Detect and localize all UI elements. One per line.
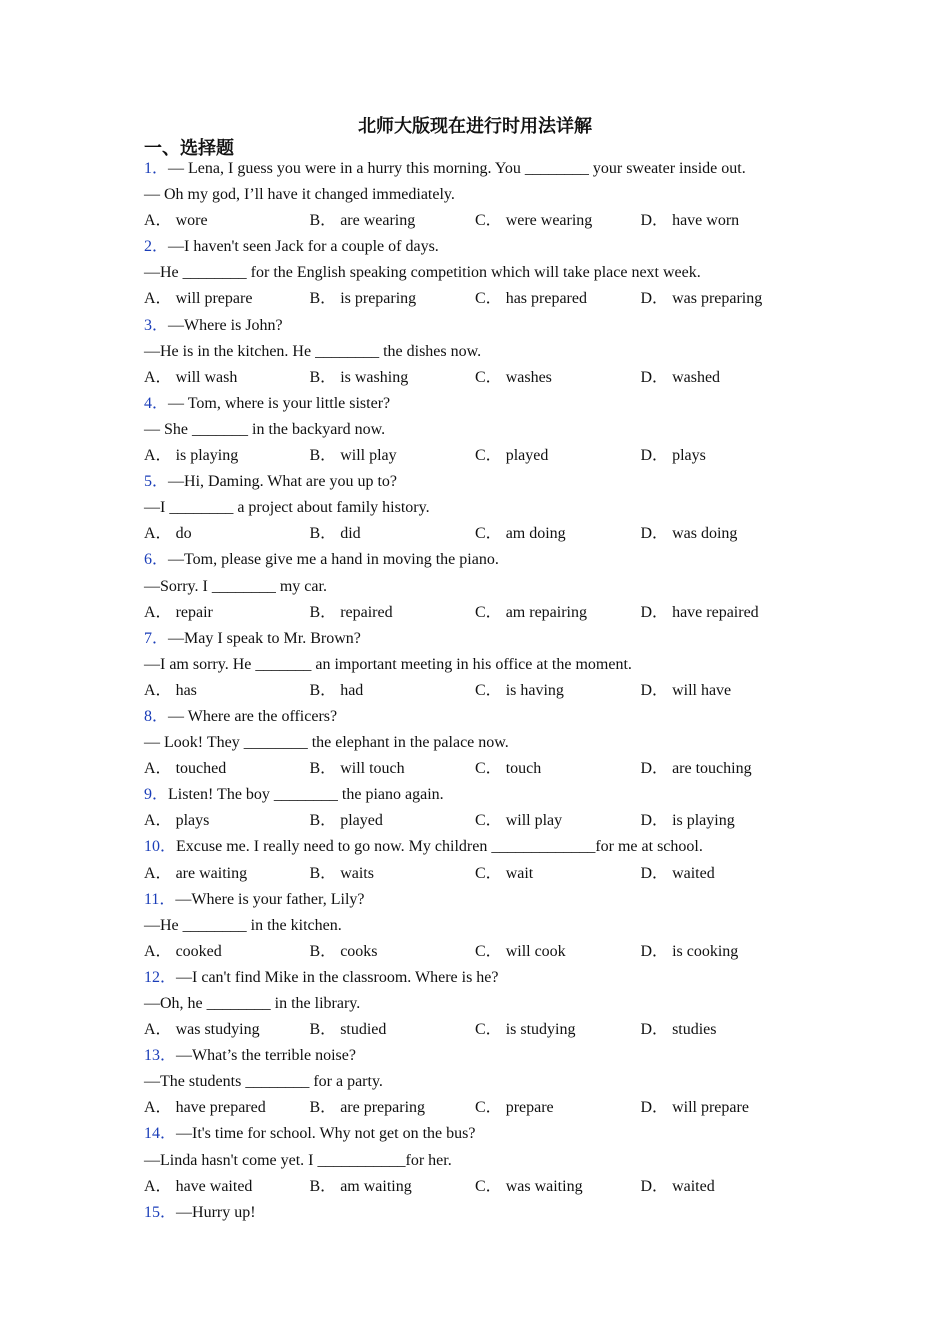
option-text: have waited	[175, 1177, 253, 1195]
answer-option[interactable]	[144, 1095, 310, 1121]
question-response	[144, 730, 824, 756]
answer-option[interactable]	[310, 208, 476, 234]
document-title: 北师大版现在进行时用法详解	[358, 116, 592, 137]
option-text: are touching	[672, 760, 752, 778]
option-text: will prepare	[175, 290, 253, 308]
question-text: —I am sorry. He _______ an important meeting in his office at the moment.	[144, 655, 632, 673]
option-letter: D．	[640, 447, 669, 465]
option-letter: D．	[640, 812, 669, 830]
answer-option[interactable]	[144, 1017, 310, 1043]
answer-options	[144, 939, 824, 965]
answer-option[interactable]	[144, 443, 310, 469]
option-letter: C．	[475, 864, 502, 882]
option-letter: C．	[475, 1177, 502, 1195]
option-letter: D．	[640, 864, 669, 882]
option-text: wait	[505, 864, 534, 882]
question-stem	[144, 887, 824, 913]
option-letter: B．	[309, 812, 337, 830]
answer-option[interactable]	[475, 1095, 641, 1121]
answer-option[interactable]	[310, 756, 476, 782]
option-text: have prepared	[175, 1099, 266, 1117]
question-10	[144, 834, 824, 886]
option-text: is having	[505, 681, 564, 699]
answer-options	[144, 861, 824, 887]
option-letter: A．	[144, 447, 172, 465]
question-9	[144, 782, 824, 834]
question-number: 1．	[144, 160, 169, 177]
option-letter: D．	[640, 1099, 669, 1117]
answer-options	[144, 286, 824, 312]
question-number: 7．	[144, 629, 169, 647]
option-letter: C．	[475, 681, 502, 699]
option-letter: B．	[309, 447, 337, 465]
option-text: will touch	[340, 760, 405, 778]
option-letter: B．	[309, 368, 337, 386]
option-letter: C．	[475, 1021, 502, 1039]
answer-option[interactable]	[310, 808, 476, 834]
answer-option[interactable]	[641, 1095, 807, 1121]
question-number: 4．	[144, 394, 169, 412]
question-text: —Oh, he ________ in the library.	[144, 995, 361, 1012]
question-text: —I haven't seen Jack for a couple of days.	[168, 238, 439, 256]
question-stem	[144, 234, 824, 260]
question-text: —Where is your father, Lily?	[175, 890, 365, 908]
question-text: —He ________ for the English speaking competition which will take place next week.	[144, 264, 701, 282]
question-1	[144, 156, 824, 234]
option-text: are wearing	[340, 212, 416, 230]
option-letter: A．	[144, 942, 172, 960]
option-letter: C．	[475, 603, 502, 621]
option-text: has	[175, 681, 197, 699]
answer-options	[144, 678, 824, 704]
option-text: cooks	[340, 942, 378, 960]
question-text: —Hurry up!	[176, 1203, 256, 1221]
question-number: 8．	[144, 707, 169, 725]
option-letter: C．	[475, 812, 502, 830]
option-letter: A．	[144, 1177, 172, 1195]
question-text: —Tom, please give me a hand in moving the piano.	[168, 551, 499, 569]
option-letter: A．	[144, 1099, 172, 1117]
question-stem	[144, 626, 824, 652]
answer-options	[144, 521, 824, 547]
question-response	[144, 1069, 824, 1095]
option-text: am doing	[505, 525, 566, 543]
answer-option[interactable]	[475, 756, 641, 782]
answer-option[interactable]	[310, 1174, 476, 1200]
option-text: are preparing	[340, 1099, 426, 1117]
answer-option[interactable]	[475, 208, 641, 234]
question-text: —Hi, Daming. What are you up to?	[168, 473, 397, 491]
question-text: — Where are the officers?	[168, 707, 338, 725]
answer-option[interactable]	[641, 1017, 807, 1043]
option-letter: D．	[640, 368, 669, 386]
answer-option[interactable]	[641, 600, 807, 626]
option-letter: D．	[640, 290, 669, 308]
question-text: —What’s the terrible noise?	[176, 1047, 356, 1065]
option-letter: D．	[640, 760, 669, 778]
option-text: was preparing	[672, 290, 763, 308]
option-letter: B．	[309, 681, 337, 699]
answer-option[interactable]	[310, 1095, 476, 1121]
option-text: is preparing	[340, 290, 417, 308]
answer-option[interactable]	[641, 808, 807, 834]
answer-option[interactable]	[144, 808, 310, 834]
question-text: — Lena, I guess you were in a hurry this morning. You ________ your sweater inside out.	[168, 160, 746, 177]
question-number: 10．	[144, 838, 177, 856]
answer-option[interactable]	[641, 939, 807, 965]
option-letter: C．	[475, 942, 502, 960]
question-15	[144, 1200, 824, 1226]
question-number: 2．	[144, 238, 169, 256]
question-stem	[144, 834, 824, 860]
question-8	[144, 704, 824, 782]
question-text: —The students ________ for a party.	[144, 1073, 383, 1091]
option-letter: C．	[475, 290, 502, 308]
question-number: 11．	[144, 890, 176, 908]
question-response	[144, 652, 824, 678]
question-stem	[144, 782, 824, 808]
answer-option[interactable]	[144, 939, 310, 965]
answer-option[interactable]	[475, 1017, 641, 1043]
option-letter: B．	[309, 603, 337, 621]
question-text: — She _______ in the backyard now.	[144, 420, 386, 438]
answer-option[interactable]	[144, 286, 310, 312]
question-text: —Where is John?	[168, 316, 283, 334]
answer-option[interactable]	[310, 600, 476, 626]
answer-options	[144, 756, 824, 782]
option-letter: D．	[640, 525, 669, 543]
option-text: was waiting	[505, 1177, 583, 1195]
option-letter: A．	[144, 864, 172, 882]
answer-option[interactable]	[144, 861, 310, 887]
answer-option[interactable]	[144, 756, 310, 782]
option-letter: B．	[309, 1099, 337, 1117]
question-text: —He is in the kitchen. He ________ the dishes now.	[144, 342, 482, 360]
option-text: is washing	[340, 368, 409, 386]
question-text: — Tom, where is your little sister?	[168, 394, 391, 412]
option-text: prepare	[505, 1099, 554, 1117]
answer-option[interactable]	[475, 521, 641, 547]
answer-option[interactable]	[310, 861, 476, 887]
option-text: plays	[672, 447, 706, 465]
option-text: do	[175, 525, 192, 543]
answer-option[interactable]	[641, 443, 807, 469]
question-text: —Sorry. I ________ my car.	[144, 577, 327, 595]
option-text: was doing	[672, 525, 738, 543]
answer-option[interactable]	[310, 1017, 476, 1043]
question-number: 6．	[144, 551, 169, 569]
question-3	[144, 313, 824, 391]
answer-options	[144, 808, 824, 834]
option-text: plays	[175, 812, 210, 830]
question-stem	[144, 156, 824, 182]
option-letter: C．	[475, 525, 502, 543]
option-letter: A．	[144, 1021, 172, 1039]
answer-option[interactable]	[641, 756, 807, 782]
question-text: —I ________ a project about family history.	[144, 499, 430, 517]
question-number: 15．	[144, 1203, 177, 1221]
question-text: Listen! The boy ________ the piano again.	[168, 786, 444, 804]
option-letter: B．	[309, 942, 337, 960]
answer-option[interactable]	[475, 808, 641, 834]
answer-option[interactable]	[641, 521, 807, 547]
question-stem	[144, 547, 824, 573]
answer-option[interactable]	[475, 600, 641, 626]
question-text: —It's time for school. Why not get on the bus?	[176, 1125, 476, 1143]
option-letter: B．	[309, 212, 337, 230]
answer-option[interactable]	[144, 1174, 310, 1200]
option-text: waited	[672, 864, 715, 882]
question-11	[144, 887, 824, 965]
answer-option[interactable]	[144, 600, 310, 626]
option-text: repair	[175, 603, 213, 621]
question-stem	[144, 391, 824, 417]
option-text: washed	[672, 368, 721, 386]
option-text: is cooking	[672, 942, 739, 960]
option-text: will play	[505, 812, 563, 830]
question-text: — Look! They ________ the elephant in the palace now.	[144, 734, 509, 752]
question-number: 5．	[144, 473, 169, 491]
option-letter: A．	[144, 760, 172, 778]
option-letter: A．	[144, 525, 172, 543]
question-text: — Oh my god, I’ll have it changed immediately.	[144, 186, 455, 204]
option-text: have repaired	[672, 603, 759, 621]
option-text: repaired	[340, 603, 393, 621]
option-letter: A．	[144, 812, 172, 830]
option-letter: A．	[144, 681, 172, 699]
answer-option[interactable]	[475, 443, 641, 469]
option-letter: C．	[475, 760, 502, 778]
option-text: waits	[340, 864, 374, 882]
question-text: Excuse me. I really need to go now. My children _____________for me at school.	[176, 838, 703, 856]
option-letter: B．	[309, 525, 337, 543]
answer-option[interactable]	[310, 443, 476, 469]
question-2	[144, 234, 824, 312]
question-text: —May I speak to Mr. Brown?	[168, 629, 361, 647]
option-letter: C．	[475, 212, 502, 230]
option-text: has prepared	[505, 290, 587, 308]
option-text: will cook	[505, 942, 566, 960]
option-letter: D．	[640, 1177, 669, 1195]
question-number: 12．	[144, 968, 177, 986]
question-list	[144, 156, 824, 1226]
option-letter: A．	[144, 212, 172, 230]
option-text: is playing	[175, 447, 239, 465]
option-text: touch	[505, 760, 542, 778]
option-text: have worn	[672, 212, 740, 230]
question-stem	[144, 469, 824, 495]
answer-option[interactable]	[475, 939, 641, 965]
question-response	[144, 339, 824, 365]
question-4	[144, 391, 824, 469]
option-letter: D．	[640, 212, 669, 230]
option-text: am waiting	[340, 1177, 412, 1195]
question-response	[144, 1148, 824, 1174]
option-text: will prepare	[672, 1099, 749, 1117]
option-text: is playing	[672, 812, 735, 830]
option-text: had	[340, 681, 364, 699]
option-text: played	[340, 812, 383, 830]
answer-option[interactable]	[641, 861, 807, 887]
option-text: wore	[175, 212, 208, 230]
answer-options	[144, 208, 824, 234]
answer-option[interactable]	[475, 678, 641, 704]
option-letter: A．	[144, 603, 172, 621]
answer-option[interactable]	[641, 678, 807, 704]
option-letter: B．	[309, 760, 337, 778]
option-letter: A．	[144, 368, 172, 386]
option-letter: B．	[309, 864, 337, 882]
answer-option[interactable]	[310, 521, 476, 547]
option-text: were wearing	[505, 212, 593, 230]
question-stem	[144, 1043, 824, 1069]
question-number: 14．	[144, 1125, 177, 1143]
question-stem	[144, 313, 824, 339]
answer-options	[144, 1095, 824, 1121]
question-text: —I can't find Mike in the classroom. Where is he?	[176, 968, 499, 986]
option-text: waited	[672, 1177, 715, 1195]
answer-option[interactable]	[144, 208, 310, 234]
answer-option[interactable]	[310, 365, 476, 391]
question-response	[144, 182, 824, 208]
option-text: did	[340, 525, 361, 543]
answer-option[interactable]	[144, 521, 310, 547]
question-14	[144, 1121, 824, 1199]
question-text: —He ________ in the kitchen.	[144, 916, 342, 934]
answer-option[interactable]	[475, 365, 641, 391]
option-text: played	[505, 447, 549, 465]
question-stem	[144, 1200, 824, 1226]
option-text: was studying	[175, 1021, 260, 1039]
question-number: 13．	[144, 1047, 177, 1065]
question-response	[144, 574, 824, 600]
question-7	[144, 626, 824, 704]
option-text: will play	[340, 447, 397, 465]
answer-option[interactable]	[641, 208, 807, 234]
option-letter: D．	[640, 942, 669, 960]
option-letter: C．	[475, 368, 502, 386]
question-stem	[144, 965, 824, 991]
question-response	[144, 417, 824, 443]
option-text: am repairing	[505, 603, 587, 621]
question-13	[144, 1043, 824, 1121]
option-letter: A．	[144, 290, 172, 308]
option-letter: D．	[640, 603, 669, 621]
option-text: is studying	[505, 1021, 576, 1039]
option-text: will wash	[175, 368, 238, 386]
question-response	[144, 913, 824, 939]
option-text: cooked	[175, 942, 222, 960]
answer-option[interactable]	[310, 939, 476, 965]
option-text: will have	[672, 681, 732, 699]
answer-option[interactable]	[641, 365, 807, 391]
option-text: are waiting	[175, 864, 248, 882]
section-heading: 一、选择题	[144, 138, 234, 159]
option-letter: C．	[475, 1099, 502, 1117]
question-response	[144, 991, 824, 1017]
answer-option[interactable]	[144, 365, 310, 391]
answer-option[interactable]	[641, 286, 807, 312]
option-text: touched	[175, 760, 227, 778]
answer-options	[144, 1017, 824, 1043]
option-text: studies	[672, 1021, 717, 1039]
option-letter: D．	[640, 681, 669, 699]
question-12	[144, 965, 824, 1043]
answer-options	[144, 600, 824, 626]
question-text: —Linda hasn't come yet. I ___________for her.	[144, 1151, 452, 1169]
answer-option[interactable]	[144, 678, 310, 704]
answer-option[interactable]	[475, 1174, 641, 1200]
option-letter: B．	[309, 1177, 337, 1195]
answer-options	[144, 443, 824, 469]
answer-options	[144, 1174, 824, 1200]
question-6	[144, 547, 824, 625]
answer-option[interactable]	[475, 286, 641, 312]
question-number: 9．	[144, 786, 169, 804]
answer-option[interactable]	[641, 1174, 807, 1200]
answer-options	[144, 365, 824, 391]
option-letter: B．	[309, 1021, 337, 1039]
option-letter: D．	[640, 1021, 669, 1039]
question-stem	[144, 704, 824, 730]
option-text: studied	[340, 1021, 387, 1039]
answer-option[interactable]	[475, 861, 641, 887]
option-text: washes	[505, 368, 552, 386]
option-letter: B．	[309, 290, 337, 308]
answer-option[interactable]	[310, 678, 476, 704]
question-number: 3．	[144, 316, 169, 334]
question-stem	[144, 1121, 824, 1147]
question-response	[144, 260, 824, 286]
question-response	[144, 495, 824, 521]
option-letter: C．	[475, 447, 502, 465]
question-5	[144, 469, 824, 547]
answer-option[interactable]	[310, 286, 476, 312]
